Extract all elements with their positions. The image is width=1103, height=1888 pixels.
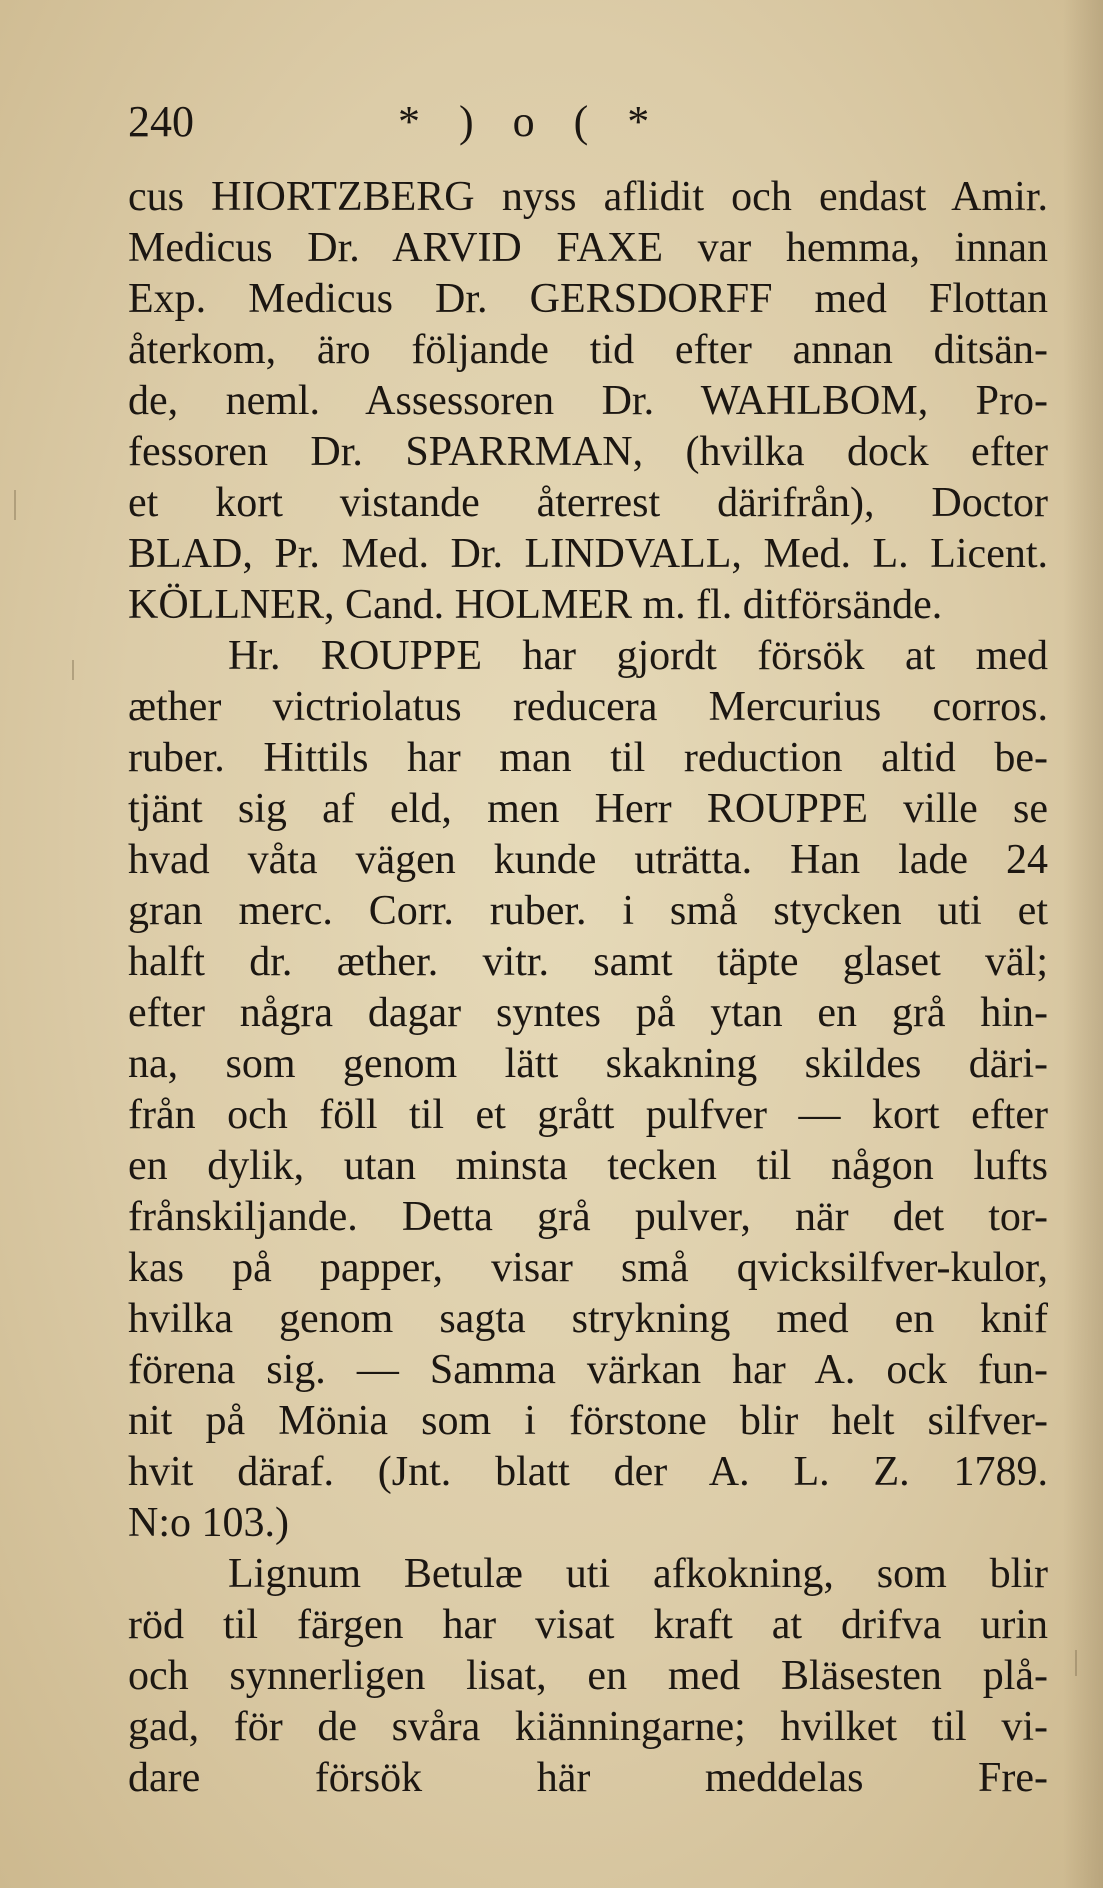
text-line: gran merc. Corr. ruber. i små stycken uti et [128, 888, 1048, 934]
text-line: från och föll til et grått pulfver — kort efter [128, 1092, 1048, 1138]
page-edge-shadow [1063, 0, 1103, 1888]
text-line: de, neml. Assessoren Dr. WAHLBOM, Pro- [128, 378, 1048, 424]
text-line: förena sig. — Samma värkan har A. ock fun- [128, 1347, 1048, 1393]
paragraph-start-line: Hr. ROUPPE har gjordt försök at med [228, 633, 1048, 679]
text-line: KÖLLNER, Cand. HOLMER m. fl. ditförsände. [128, 582, 943, 628]
text-line: gad, för de svåra kiänningarne; hvilket til vi- [128, 1704, 1048, 1750]
page-number: 240 [128, 97, 194, 146]
margin-mark [14, 490, 16, 520]
paragraph-start-line: Lignum Betulæ uti afkokning, som blir [228, 1551, 1048, 1597]
text-line: N:o 103.) [128, 1500, 289, 1546]
text-line: återkom, äro följande tid efter annan ditsän- [128, 327, 1048, 373]
text-line: hvad våta vägen kunde uträtta. Han lade 24 [128, 837, 1048, 883]
text-line: kas på papper, visar små qvicksilfver-kulor, [128, 1245, 1048, 1291]
text-line: dare försök här meddelas Fre- [128, 1755, 1048, 1801]
text-line: nit på Mönia som i förstone blir helt silfver- [128, 1398, 1048, 1444]
running-head-ornament: * ) o ( * [398, 97, 664, 146]
text-line: och synnerligen lisat, en med Bläsesten plå- [128, 1653, 1048, 1699]
text-line: æther victriolatus reducera Mercurius corros. [128, 684, 1048, 730]
text-line: ruber. Hittils har man til reduction altid be- [128, 735, 1048, 781]
text-line: en dylik, utan minsta tecken til någon lufts [128, 1143, 1048, 1189]
margin-mark [1075, 1650, 1077, 1676]
text-line: frånskiljande. Detta grå pulver, när det tor- [128, 1194, 1048, 1240]
text-line: tjänt sig af eld, men Herr ROUPPE ville se [128, 786, 1048, 832]
page-header [128, 92, 768, 152]
text-line: Exp. Medicus Dr. GERSDORFF med Flottan [128, 276, 1048, 322]
text-line: halft dr. æther. vitr. samt täpte glaset väl; [128, 939, 1048, 985]
text-line: hvilka genom sagta strykning med en knif [128, 1296, 1048, 1342]
text-line: röd til färgen har visat kraft at drifva urin [128, 1602, 1048, 1648]
text-line: na, som genom lätt skakning skildes däri- [128, 1041, 1048, 1087]
text-line: hvit däraf. (Jnt. blatt der A. L. Z. 1789. [128, 1449, 1048, 1495]
margin-mark [72, 660, 74, 680]
text-line: cus HIORTZBERG nyss aflidit och endast Amir. [128, 174, 1048, 220]
text-line: fessoren Dr. SPARRMAN, (hvilka dock efter [128, 429, 1048, 475]
body-text [128, 172, 1048, 1804]
text-line: efter några dagar syntes på ytan en grå hin- [128, 990, 1048, 1036]
text-line: BLAD, Pr. Med. Dr. LINDVALL, Med. L. Licent. [128, 531, 1048, 577]
text-line: Medicus Dr. ARVID FAXE var hemma, innan [128, 225, 1048, 271]
text-line: et kort vistande återrest därifrån), Doctor [128, 480, 1048, 526]
